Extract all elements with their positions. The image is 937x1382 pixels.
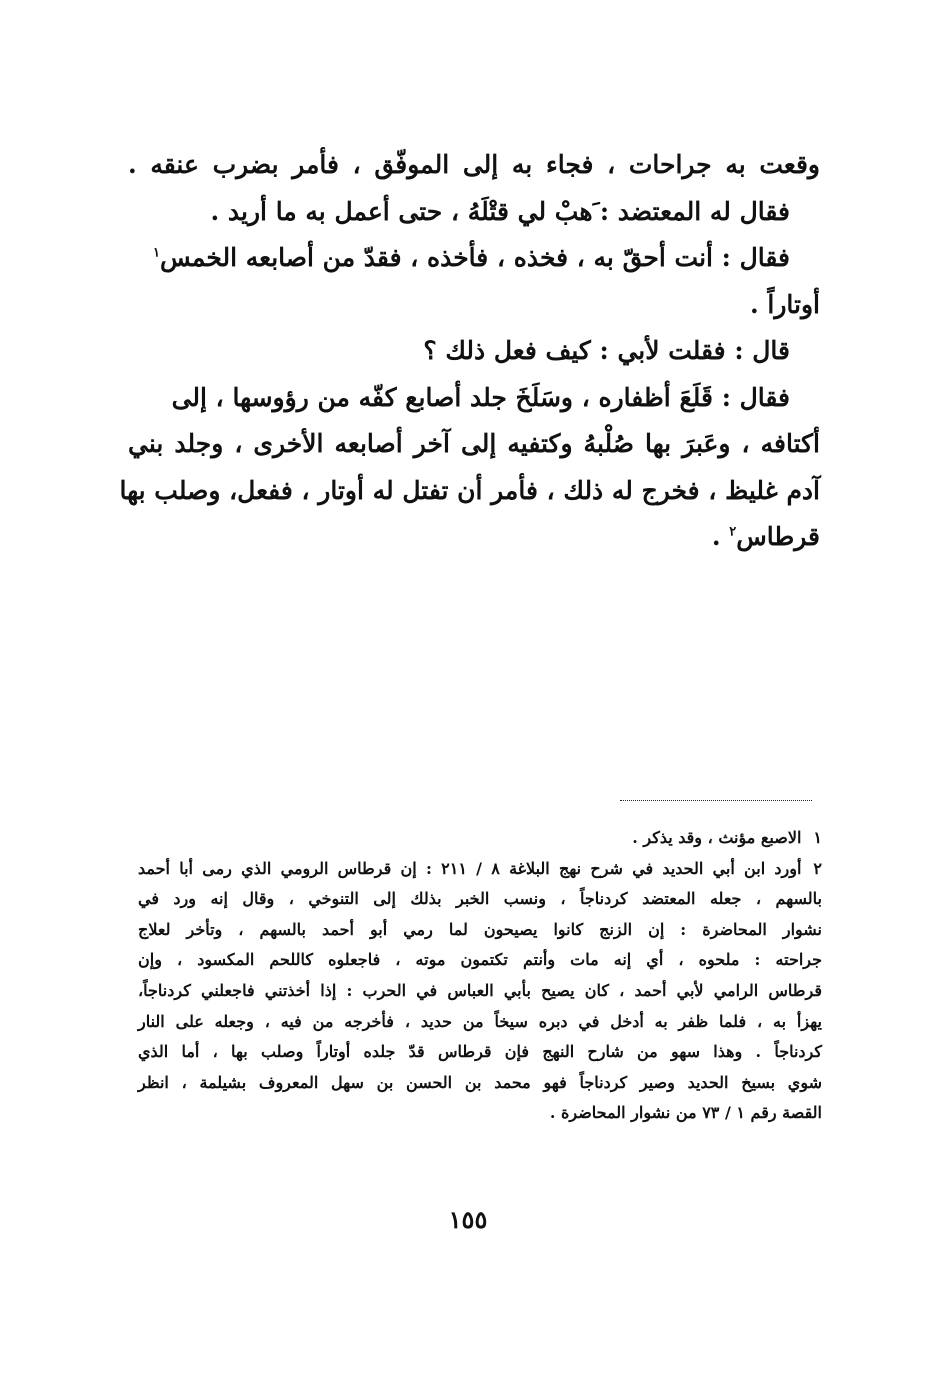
main-text — [119, 142, 820, 561]
text-line-5: قال : فقلت لأبي : كيف فعل ذلك ؟ — [423, 336, 790, 365]
footnote-2-line-4: جراحته : ملحوه ، أي إنه مات وأنتم تكتمون موته ، فاجعلوه كاللحم المكسود ، وإن — [138, 950, 822, 970]
text-line-9-end: . — [711, 522, 730, 551]
text-line-8: آدم غليظ ، فخرج له ذلك ، فأمر أن تفتل له أوتار ، ففعل، وصلب بها — [119, 475, 820, 505]
footnote-2-line-1 — [138, 854, 822, 885]
text-line-4: أوتاراً . — [749, 289, 820, 319]
footnote-2-line-2: بالسهم ، جعله المعتضد كردناجاً ، ونسب الخبر بذلك إلى التنوخي ، وقال إنه ورد في — [138, 889, 822, 909]
text-line-9 — [128, 514, 820, 561]
footnote-1 — [138, 823, 822, 854]
footnote-ref-2[interactable]: ٢ — [729, 524, 737, 540]
footnote-1-text: الاصبع مؤنث ، وقد يذكر . — [632, 828, 802, 847]
text-line-7: أكتافه ، وعَبرَ بها صُلْبهُ وكتفيه إلى آخر أصابعه الأخرى ، وجلد بني — [128, 429, 820, 458]
footnote-2-text-1: أورد ابن أبي الحديد في شرح نهج البلاغة ٨ / ٢١١ : إن قرطاس الرومي الذي رمى أبا أحمد — [138, 858, 802, 878]
footnote-2-line-6: يهزأ به ، فلما ظفر به أدخل في دبره سيخاً من حديد ، فأخرجه من فيه ، وجعله على النار — [138, 1011, 822, 1031]
footnote-ref-1[interactable]: ١ — [153, 245, 161, 261]
text-line-9-content: قرطاس — [736, 522, 820, 551]
footnote-2-line-7: كردناجاً . وهذا سهو من شارح النهج فإن قرطاس قدّ جلده أوتاراً وصلب بها ، أما الذي — [138, 1042, 822, 1062]
text-line-3 — [128, 235, 820, 282]
text-line-6: فقال : قَلَعَ أظفاره ، وسَلَخَ جلد أصابع كفّه من رؤوسها ، إلى — [171, 382, 790, 412]
footnote-2-line-9: القصة رقم ١ / ٧٣ من نشوار المحاضرة . — [549, 1103, 822, 1123]
text-line-3-content: فقال : أنت أحقّ به ، فخذه ، فأخذه ، فقدّ من أصابعه الخمس — [160, 243, 790, 272]
footnote-2-number: ٢ — [813, 858, 823, 878]
footnote-2-line-3: نشوار المحاضرة : إن الزنج كانوا يصيحون لما رمي أبو أحمد بالسهم ، وتأخر لعلاج — [138, 919, 822, 939]
footnote-1-number: ١ — [813, 828, 822, 847]
footnote-separator — [620, 800, 812, 801]
footnotes — [138, 823, 822, 1129]
footnote-2-line-8: شوي بسيخ الحديد وصير كردناجاً فهو محمد بن الحسن بن سهل المعروف بشيلمة ، انظر — [138, 1072, 822, 1092]
text-line-1: وقعت به جراحات ، فجاء به إلى الموفّق ، فأمر بضرب عنقه . — [128, 150, 820, 179]
text-line-2: فقال له المعتضد : َهبْ لي قتْلَهُ ، حتى أعمل به ما أريد . — [210, 196, 790, 226]
page-number: ١٥٥ — [448, 1205, 488, 1234]
footnote-2-line-5: قرطاس الرامي لأبي أحمد ، كان يصيح بأبي العباس في الحرب : إذا أخذتني فاجعلني كردناجاً، — [138, 980, 822, 1000]
